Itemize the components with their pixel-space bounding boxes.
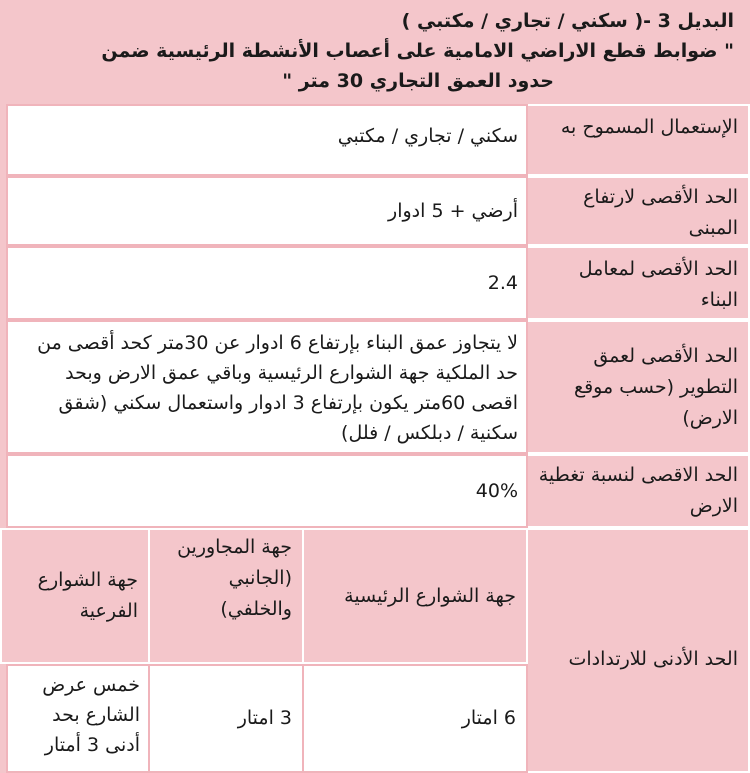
document-header	[6, 4, 744, 104]
setback-header-side-streets	[0, 528, 150, 664]
value-text: لا يتجاوز عمق البناء بإرتفاع 6 ادوار عن 30متر كحد أقصى من حد الملكية جهة الشوارع الرئيسية وباقي عمق الارض وبحد اقصى 60متر يكون بإرتفاع 3 ادوار واستعمال سكني (شقق سكنية / دبلكس / فلل)	[37, 332, 518, 444]
setback-value-side-streets	[6, 664, 150, 773]
label-max-far	[526, 246, 750, 320]
label-min-setbacks	[526, 528, 750, 773]
header-title: البديل 3 -( سكني / تجاري / مكتبي )	[401, 10, 734, 32]
label-text: الإستعمال المسموح به	[560, 116, 738, 138]
value-max-height	[6, 176, 528, 246]
header-text: جهة المجاورين (الجانبي والخلفي)	[177, 536, 292, 620]
label-text: الحد الاقصى لنسبة تغطية الارض	[538, 464, 738, 517]
setback-value-main-streets	[302, 664, 528, 773]
value-text: 3 امتار	[237, 707, 292, 729]
value-text: أرضي + 5 ادوار	[388, 199, 518, 222]
label-text: الحد الأقصى لارتفاع المبنى	[583, 186, 738, 239]
value-max-coverage	[6, 454, 528, 528]
setback-header-main-streets	[302, 528, 528, 664]
label-text: الحد الأقصى لمعامل البناء	[578, 258, 738, 311]
value-text: 40%	[475, 479, 518, 502]
value-text: 2.4	[487, 271, 518, 294]
setback-header-neighbors	[148, 528, 304, 664]
label-max-height	[526, 176, 750, 246]
value-text: سكني / تجاري / مكتبي	[337, 124, 518, 147]
header-text: جهة الشوارع الرئيسية	[344, 584, 516, 607]
value-text: 6 امتار	[461, 707, 516, 729]
value-max-far	[6, 246, 528, 320]
label-text: الحد الأقصى لعمق التطوير (حسب موقع الارض)	[573, 344, 738, 429]
label-permitted-use	[526, 104, 750, 176]
label-max-coverage	[526, 454, 750, 528]
label-text: الحد الأدنى للارتدادات	[568, 648, 738, 670]
header-subtitle-line2: حدود العمق التجاري 30 متر "	[282, 70, 554, 92]
value-permitted-use	[6, 104, 528, 176]
header-subtitle-line1: " ضوابط قطع الاراضي الامامية على أعصاب الأنشطة الرئيسية ضمن	[101, 40, 734, 62]
setback-value-neighbors	[148, 664, 304, 773]
label-max-depth	[526, 320, 750, 454]
value-text: خمس عرض الشارع بحد أدنى 3 أمتار	[42, 674, 140, 756]
value-max-depth	[6, 320, 528, 454]
header-text: جهة الشوارع الفرعية	[37, 569, 138, 622]
